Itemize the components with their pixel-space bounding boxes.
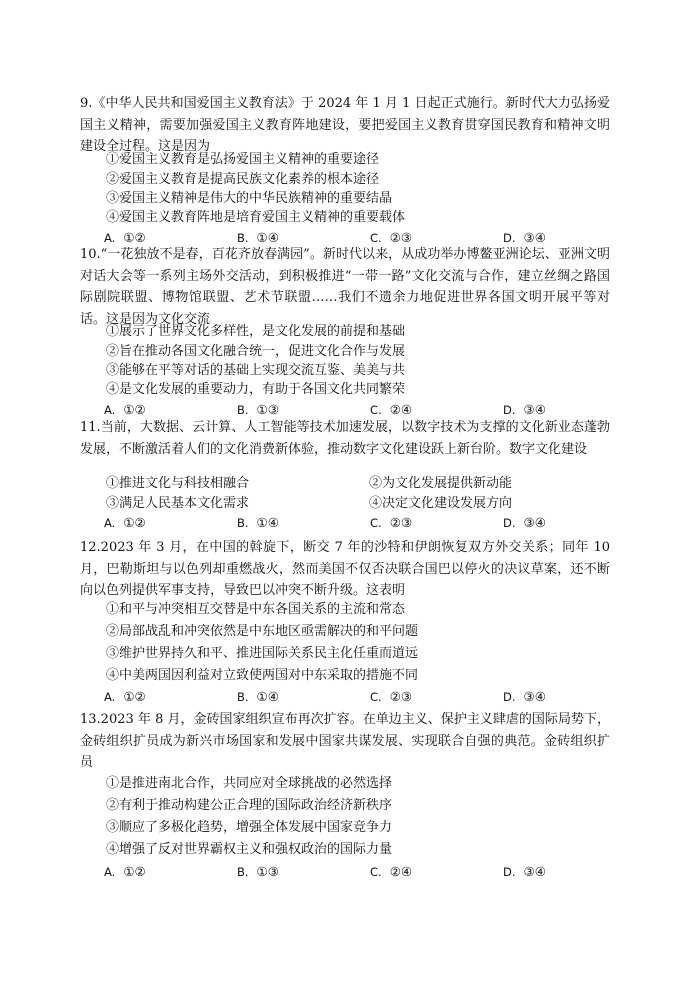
choice-d[interactable] <box>503 687 546 707</box>
choice-text: ①② <box>123 864 146 879</box>
choice-letter: D. <box>503 231 516 245</box>
choice-letter: B. <box>237 403 249 417</box>
question-10 <box>80 244 610 417</box>
choice-letter: C. <box>370 865 382 879</box>
choice-letter: D. <box>503 865 516 879</box>
choice-letter: C. <box>370 403 382 417</box>
choice-letter: D. <box>503 516 516 530</box>
option-1: ①是推进南北合作，共同应对全球挑战的必然选择 <box>106 776 393 791</box>
choice-letter: B. <box>237 516 249 530</box>
choice-text: ③④ <box>523 864 546 879</box>
option-1: ①和平与冲突相互交替是中东各国关系的主流和常态 <box>106 602 406 617</box>
choice-text: ①③ <box>256 402 279 417</box>
option-3: ③维护世界持久和平、推进国际关系民主化任重而道远 <box>106 646 419 661</box>
choice-letter: B. <box>237 865 249 879</box>
choice-letter: C. <box>370 516 382 530</box>
choice-text: ①③ <box>256 864 279 879</box>
option-4: ④增强了反对世界霸权主义和强权政治的国际力量 <box>106 842 393 857</box>
choice-letter: D. <box>503 403 516 417</box>
option-2: ②有利于推动构建公正合理的国际政治经济新秩序 <box>106 798 393 813</box>
choice-letter: B. <box>237 690 249 704</box>
answer-choices <box>80 513 608 533</box>
option-3: ③满足人民基本文化需求 <box>106 496 250 511</box>
choice-text: ②③ <box>389 230 413 245</box>
choice-text: ②③ <box>389 689 413 704</box>
choice-text: ③④ <box>523 230 546 245</box>
choice-letter: C. <box>370 690 382 704</box>
answer-choices <box>80 862 608 882</box>
choice-letter: A. <box>104 690 116 704</box>
option-4: ④是文化发展的重要动力，有助于各国文化共同繁荣 <box>106 382 406 397</box>
question-stem: 13.2023 年 8 月，金砖国家组织宣布再次扩容。在单边主义、保护主义肆虐的国际局势下，金砖组织扩员成为新兴市场国家和发展中国家共谋发展、实现联合自强的典范。金砖组织扩员 <box>80 712 610 770</box>
choice-b[interactable] <box>237 687 279 707</box>
option-4: ④爱国主义教育阵地是培育爱国主义精神的重要载体 <box>106 210 406 225</box>
choice-d[interactable] <box>503 862 546 882</box>
choice-letter: C. <box>370 231 382 245</box>
choice-letter: A. <box>104 403 116 417</box>
option-3: ③爱国主义精神是伟大的中华民族精神的重要结晶 <box>106 191 393 206</box>
choice-letter: A. <box>104 231 116 245</box>
choice-text: ①② <box>123 689 146 704</box>
choice-text: ②③ <box>389 515 413 530</box>
choice-text: ③④ <box>523 402 546 417</box>
question-stem: 10.“一花独放不是春，百花齐放春满园”。新时代以来，从成功举办博鳌亚洲论坛、亚洲文明对话大会等一系列主场外交活动，到积极推进“一带一路”文化交流与合作，建立丝绸之路国际剧院联盟、博物馆联盟、艺术节联盟……我们不遗余力地促进世界各国文明开展平等对话。这是因为文化交流 <box>80 247 610 327</box>
answer-choices <box>80 687 608 707</box>
choice-letter: B. <box>237 231 249 245</box>
choice-a[interactable] <box>104 513 146 533</box>
choice-text: ①④ <box>256 230 279 245</box>
option-3: ③顺应了多极化趋势，增强全体发展中国家竞争力 <box>106 820 393 835</box>
question-12 <box>80 537 610 704</box>
choice-a[interactable] <box>104 862 146 882</box>
option-2: ②局部战乱和冲突依然是中东地区亟需解决的和平问题 <box>106 624 419 639</box>
option-1: ①爱国主义教育是弘扬爱国主义精神的重要途径 <box>106 152 380 167</box>
question-13 <box>80 709 610 879</box>
choice-text: ②④ <box>389 864 413 879</box>
option-2: ②为文化发展提供新动能 <box>369 476 513 491</box>
option-4: ④中美两国因利益对立致使两国对中东采取的措施不同 <box>106 668 419 683</box>
choice-text: ①④ <box>256 515 279 530</box>
choice-text: ①④ <box>256 689 279 704</box>
choice-text: ①② <box>123 230 146 245</box>
choice-text: ①② <box>123 515 146 530</box>
choice-b[interactable] <box>237 513 279 533</box>
choice-text: ②④ <box>389 402 413 417</box>
choice-letter: A. <box>104 516 116 530</box>
question-stem: 9.《中华人民共和国爱国主义教育法》于 2024 年 1 月 1 日起正式施行。新时代大力弘扬爱国主义精神，需要加强爱国主义教育阵地建设，要把爱国主义教育贯穿国民教育和精神文明建设全过程。这是因为 <box>80 96 610 154</box>
choice-letter: D. <box>503 690 516 704</box>
option-2: ②旨在推动各国文化融合统一，促进文化合作与发展 <box>106 344 406 359</box>
choice-text: ③④ <box>523 689 546 704</box>
choice-text: ①② <box>123 402 146 417</box>
question-stem: 11.当前，大数据、云计算、人工智能等技术加速发展，以数字技术为支撑的文化新业态蓬勃发展，不断激活着人们的文化消费新体验，推动数字文化建设跃上新台阶。数字文化建设 <box>80 420 610 457</box>
choice-b[interactable] <box>237 862 279 882</box>
option-1: ①展示了世界文化多样性，是文化发展的前提和基础 <box>106 324 406 339</box>
option-3: ③能够在平等对话的基础上实现交流互鉴、美美与共 <box>106 363 406 378</box>
choice-a[interactable] <box>104 687 146 707</box>
choice-text: ③④ <box>523 515 546 530</box>
choice-c[interactable] <box>370 862 412 882</box>
choice-d[interactable] <box>503 513 546 533</box>
question-9 <box>80 93 610 245</box>
choice-c[interactable] <box>370 687 412 707</box>
question-11 <box>80 417 610 530</box>
question-stem: 12.2023 年 3 月，在中国的斡旋下，断交 7 年的沙特和伊朗恢复双方外交关系；同年 10 月，巴勒斯坦与以色列却重燃战火，然而美国不仅否决联合国巴以停火的决议草案，还不断向以色列提供军事支持，导致巴以冲突不断升级。这表明 <box>80 540 610 598</box>
option-2: ②爱国主义教育是提高民族文化素养的根本途径 <box>106 172 380 187</box>
choice-c[interactable] <box>370 513 412 533</box>
option-1: ①推进文化与科技相融合 <box>106 476 250 491</box>
option-4: ④决定文化建设发展方向 <box>369 496 513 511</box>
choice-letter: A. <box>104 865 116 879</box>
